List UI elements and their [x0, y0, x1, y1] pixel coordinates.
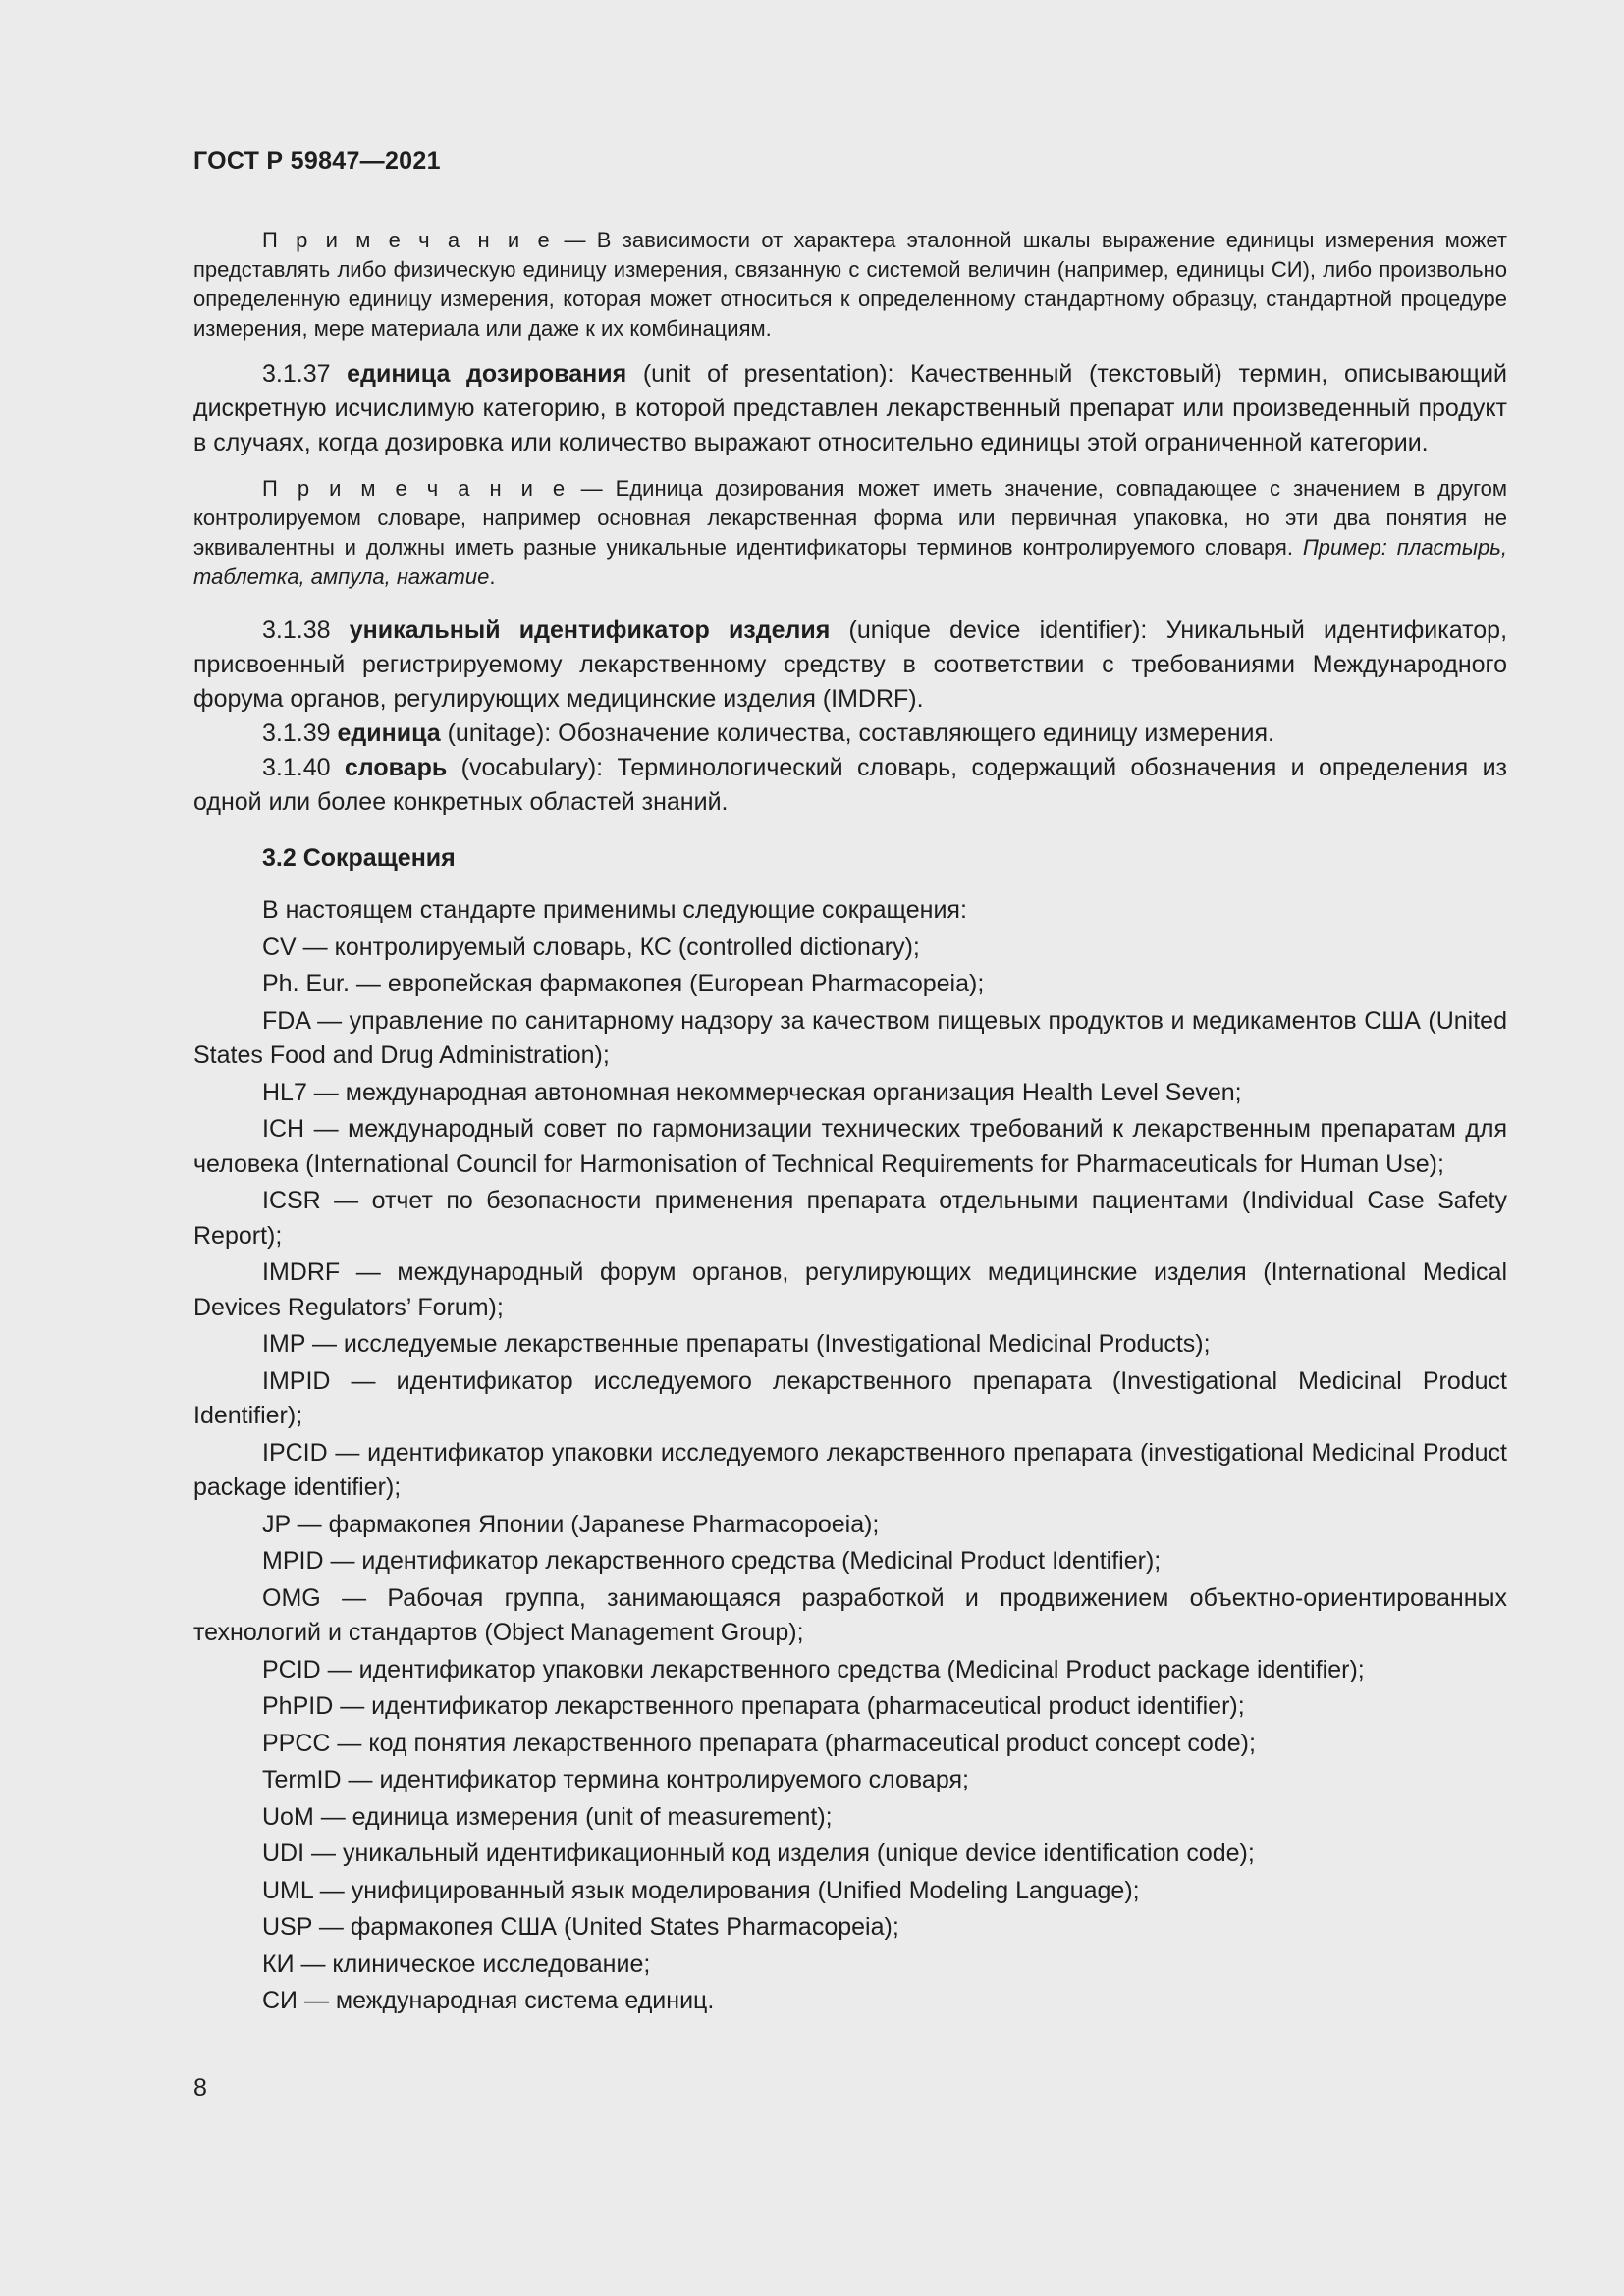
- term-definition: (vocabulary): Терминологический словарь, содержащий обозначения и определения из одной или более конкретных областей знаний.: [193, 754, 1507, 816]
- abbreviation-item: TermID — идентификатор термина контролируемого словаря;: [262, 1766, 969, 1793]
- abbreviation-item: Ph. Eur. — европейская фармакопея (European Pharmacopeia);: [262, 970, 985, 997]
- term-3-1-37: [193, 357, 1507, 460]
- abbreviation-item: PhPID — идентификатор лекарственного препарата (pharmaceutical product identifier);: [262, 1692, 1245, 1720]
- abbreviation-item: HL7 — международная автономная некоммерческая организация Health Level Seven;: [262, 1078, 1242, 1106]
- note-example: Пример: пластырь, таблетка, ампула, нажатие: [193, 535, 1507, 589]
- abbreviations-intro: В настоящем стандарте применимы следующие сокращения:: [262, 896, 967, 924]
- abbreviation-item: ICSR — отчет по безопасности применения препарата отдельными пациентами (Individual Case Safety Report);: [193, 1187, 1507, 1250]
- abbreviation-item: JP — фармакопея Японии (Japanese Pharmacopoeia);: [262, 1510, 880, 1538]
- abbreviation-item: OMG — Рабочая группа, занимающаяся разработкой и продвижением объектно-ориентированных технологий и стандартов (Object Management Group);: [193, 1583, 1507, 1646]
- term-name: словарь: [344, 754, 448, 781]
- abbreviation-item: ICH — международный совет по гармонизации технических требований к лекарственным препаратам для человека (International Council for Harmonisation of Technical Requirements for Pharmaceuticals for Human Use);: [193, 1115, 1507, 1178]
- term-name: уникальный идентификатор изделия: [349, 616, 831, 644]
- abbreviation-item: UML — унифицированный язык моделирования (Unified Modeling Language);: [262, 1876, 1140, 1904]
- abbreviation-item: СИ — международная система единиц.: [262, 1987, 715, 2014]
- term-name: единица дозирования: [347, 360, 627, 388]
- abbreviation-item: IMP — исследуемые лекарственные препараты (Investigational Medicinal Products);: [262, 1330, 1211, 1358]
- abbreviation-item: FDA — управление по санитарному надзору за качеством пищевых продуктов и медикаментов США (United States Food and Drug Administration);: [193, 1006, 1507, 1069]
- section-heading: 3.2 Сокращения: [262, 844, 456, 872]
- term-number: 3.1.40: [262, 754, 345, 781]
- term-definition: (unit of presentation): Качественный (текстовый) термин, описывающий дискретную исчислимую категорию, в которой представлен лекарственный препарат или произведенный продукт в случаях, когда дозировка или количество выражают относительно единицы этой ограниченной категории.: [193, 360, 1508, 456]
- abbreviations-list: [193, 931, 1507, 2019]
- note-label: П р и м е ч а н и е: [262, 228, 554, 252]
- abbreviation-item: PCID — идентификатор упаковки лекарственного средства (Medicinal Product package identifier);: [262, 1655, 1365, 1683]
- abbreviation-item: MPID — идентификатор лекарственного средства (Medicinal Product Identifier);: [262, 1547, 1162, 1575]
- term-3-1-38: [193, 614, 1507, 717]
- note-text: — В зависимости от характера эталонной шкалы выражение единицы измерения может представлять либо физическую единицу измерения, связанную с системой величин (например, единицы СИ), либо произвольно определенную единицу измерения, которая может относиться к определенному стандартному образцу, стандартной процедуре измерения, мере материала или даже к их комбинациям.: [193, 228, 1507, 341]
- note-text: — Единица дозирования может иметь значение, совпадающее с значением в другом контролируемом словаре, например основная лекарственная форма или первичная упаковка, но эти два понятия не эквивалентны и должны иметь разные уникальные идентификаторы терминов контролируемого словаря.: [193, 476, 1507, 560]
- page-number: 8: [193, 2074, 207, 2102]
- abbreviation-item: IPCID — идентификатор упаковки исследуемого лекарственного препарата (investigational Medicinal Product package identifier);: [193, 1438, 1507, 1501]
- term-number: 3.1.39: [262, 720, 338, 747]
- term-definition: (unitage): Обозначение количества, составляющего единицу измерения.: [440, 720, 1274, 747]
- note-paragraph: [193, 226, 1507, 344]
- page-header-doc-id: ГОСТ Р 59847—2021: [193, 147, 441, 175]
- note-end: .: [489, 564, 496, 589]
- term-name: единица: [337, 720, 441, 747]
- abbreviation-item: UoM — единица измерения (unit of measurement);: [262, 1802, 833, 1831]
- abbreviation-item: PPCC — код понятия лекарственного препарата (pharmaceutical product concept code);: [262, 1729, 1256, 1757]
- abbreviation-item: CV — контролируемый словарь, КС (controlled dictionary);: [262, 933, 920, 961]
- term-definition: (unique device identifier): Уникальный идентификатор, присвоенный регистрируемому лекарственному средству в соответствии с требованиями Международного форума органов, регулирующих медицинские изделия (IMDRF).: [193, 616, 1508, 713]
- page-content: [193, 226, 1507, 2021]
- term-3-1-40: [193, 751, 1507, 820]
- term-number: 3.1.38: [262, 616, 350, 644]
- abbreviation-item: КИ — клиническое исследование;: [262, 1949, 651, 1978]
- term-number: 3.1.37: [262, 360, 348, 388]
- abbreviation-item: IMDRF — международный форум органов, регулирующих медицинские изделия (International Medical Devices Regulators’ Forum);: [193, 1258, 1507, 1321]
- note-label: П р и м е ч а н и е: [262, 476, 568, 501]
- note-paragraph: [193, 474, 1507, 592]
- abbreviation-item: USP — фармакопея США (United States Pharmacopeia);: [262, 1913, 899, 1941]
- term-3-1-39: [193, 717, 1507, 751]
- abbreviation-item: IMPID — идентификатор исследуемого лекарственного препарата (Investigational Medicinal Product Identifier);: [193, 1366, 1507, 1429]
- abbreviation-item: UDI — уникальный идентификационный код изделия (unique device identification code);: [262, 1840, 1255, 1867]
